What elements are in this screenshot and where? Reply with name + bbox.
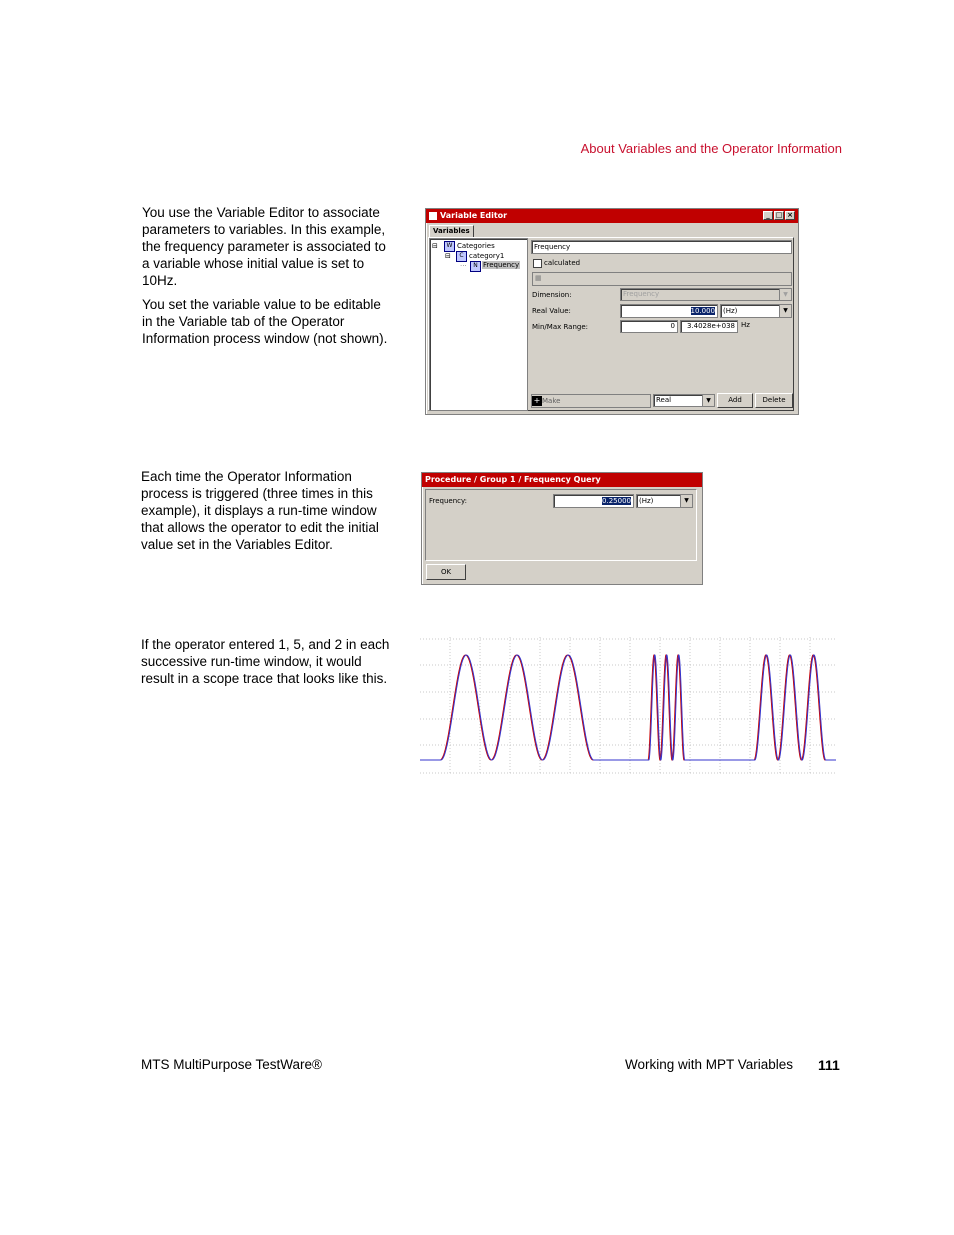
tab-variables[interactable]: Variables xyxy=(429,225,474,238)
plus-icon: + xyxy=(533,396,541,405)
dimension-select[interactable] xyxy=(620,288,792,301)
paragraph: You use the Variable Editor to associate parameters to variables. In this example, the frequency parameter is associated to a variable whose initial value is set to 10Hz. xyxy=(142,205,386,288)
window-title: Variable Editor xyxy=(440,211,508,220)
range-label: Min/Max Range: xyxy=(532,323,589,331)
maximize-button[interactable]: □ xyxy=(775,211,783,219)
chevron-down-icon[interactable]: ▼ xyxy=(680,495,692,507)
category-icon: C xyxy=(456,251,467,262)
paragraph: Each time the Operator Information process is triggered (three times in this example), it displays a run-time window that allows the operator to edit the initial value set in the Variables Editor. xyxy=(141,469,379,552)
categories-icon: W xyxy=(444,241,455,252)
range-unit: Hz xyxy=(741,321,750,329)
real-value-input[interactable] xyxy=(620,304,718,318)
ok-button[interactable]: OK xyxy=(426,564,466,580)
type-value: Real xyxy=(656,396,672,404)
app-icon xyxy=(429,212,437,220)
dimension-label: Dimension: xyxy=(532,291,572,299)
variable-editor-window xyxy=(425,208,799,415)
paragraph: If the operator entered 1, 5, and 2 in each successive run-time window, it would result in a scope trace that looks like this. xyxy=(141,637,390,686)
dimension-value: Frequency xyxy=(623,290,660,298)
frequency-label: Frequency: xyxy=(429,497,468,505)
frequency-input[interactable] xyxy=(553,494,634,508)
variable-name-field[interactable]: Frequency xyxy=(531,240,792,254)
page-number: 111 xyxy=(818,1057,840,1073)
running-header: About Variables and the Operator Information xyxy=(580,141,842,156)
scope-trace-series xyxy=(420,655,836,760)
footer-product: MTS MultiPurpose TestWare® xyxy=(141,1057,322,1072)
chevron-down-icon[interactable]: ▼ xyxy=(702,395,714,406)
dialog-titlebar: Procedure / Group 1 / Frequency Query xyxy=(422,473,702,487)
tree-expander-icon[interactable]: ⊟ xyxy=(432,242,438,250)
calculation-bar xyxy=(532,272,792,286)
calculated-checkbox[interactable] xyxy=(533,259,542,268)
real-value-text: 10.000 xyxy=(690,307,715,315)
scope-trace-series xyxy=(420,655,836,760)
minimize-button[interactable]: _ xyxy=(763,211,773,220)
tree-item-frequency[interactable]: Frequency xyxy=(483,261,520,269)
unit-value: (Hz) xyxy=(639,497,654,505)
add-button[interactable]: Add xyxy=(717,393,753,408)
range-min-input[interactable]: 0 xyxy=(620,320,678,333)
block-3-text xyxy=(141,636,393,694)
make-label: Make xyxy=(542,397,561,405)
real-value-unit-select[interactable] xyxy=(720,304,792,318)
calculated-label: calculated xyxy=(544,259,581,267)
unit-value: (Hz) xyxy=(723,307,738,315)
tree-root[interactable]: Categories xyxy=(457,242,495,250)
type-select[interactable] xyxy=(653,394,715,407)
tree-expander-icon[interactable]: ⊟ xyxy=(445,252,451,260)
footer-chapter: Working with MPT Variables xyxy=(625,1057,794,1072)
chevron-down-icon[interactable]: ▼ xyxy=(779,305,791,317)
chevron-down-icon[interactable]: ▼ xyxy=(779,289,791,300)
block-2-text xyxy=(141,468,393,560)
scope-trace-chart xyxy=(420,637,836,775)
paragraph: You set the variable value to be editable in the Variable tab of the Operator Information process window (not shown). xyxy=(142,297,388,346)
category-tree[interactable] xyxy=(429,238,528,411)
variable-editor-titlebar xyxy=(426,209,798,223)
tree-category[interactable]: category1 xyxy=(469,252,505,260)
make-button[interactable] xyxy=(531,394,651,408)
range-max-input[interactable]: 3.4028e+038 xyxy=(680,320,738,333)
real-value-label: Real Value: xyxy=(532,307,571,315)
frequency-query-dialog xyxy=(421,472,703,585)
block-1-text xyxy=(142,204,394,354)
variable-icon: N xyxy=(470,261,481,272)
tree-connector: ··· xyxy=(460,262,467,270)
calculator-icon: ▦ xyxy=(535,274,542,282)
frequency-value: 0.25000 xyxy=(602,497,631,505)
close-button[interactable]: × xyxy=(785,211,795,220)
delete-button[interactable]: Delete xyxy=(755,393,793,408)
frequency-unit-select[interactable] xyxy=(636,494,693,508)
